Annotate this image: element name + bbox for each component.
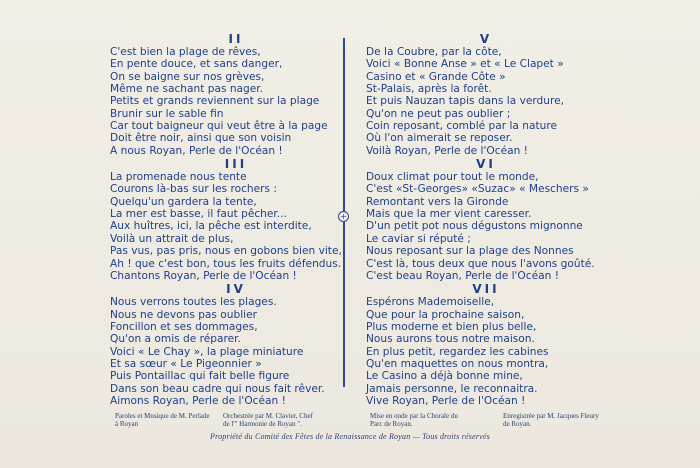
refrain-line: Aimons Royan, Perle de l'Océan ! (110, 394, 286, 407)
verse-line: Pas vus, pas pris, nous en gobons bien vite, (110, 245, 342, 258)
verse-line: Voilà un attrait de plus, (110, 232, 234, 245)
verse-line: Qu'en maquettes on nous montra, (366, 357, 549, 370)
verse-line: On se baigne sur nos grèves, (110, 70, 265, 83)
verse-line: Que pour la prochaine saison, (366, 308, 525, 321)
verse-line: De la Coubre, par la côte, (366, 46, 502, 58)
verse-line: D'un petit pot nous dégustons mignonne (366, 220, 583, 233)
stanza-number: IV (226, 282, 246, 297)
stanza-5 (366, 32, 606, 157)
stanza-number: VII (472, 282, 500, 297)
left-column (110, 32, 350, 407)
verse-line: Nous aurons tous notre maison. (366, 333, 535, 346)
verse-line: C'est là, tous deux que nous l'avons goûté. (366, 257, 595, 270)
verse-line: Mais que la mer vient caresser. (366, 208, 532, 221)
verse-line: Doux climat pour tout le monde, (366, 171, 539, 184)
stanza-3 (110, 157, 350, 282)
stanza-number: V (479, 32, 493, 46)
stanza-number: III (224, 157, 248, 172)
credit-choral (370, 412, 458, 428)
verse-line: Voici « Le Chay », la plage miniature (110, 345, 304, 358)
verse-line: Ah ! que c'est bon, tous les fruits défendus. (110, 257, 342, 270)
verse-line: En pente douce, et sans danger, (110, 58, 283, 71)
refrain-line: A nous Royan, Perle de l'Océan ! (110, 144, 283, 157)
credit-line: Parc de Royan. (370, 420, 413, 428)
verse-line: Nous verrons toutes les plages. (110, 296, 277, 309)
verse-line: Qu'on ne peut pas oublier ; (366, 107, 511, 120)
refrain-line: Vive Royan, Perle de l'Océan ! (366, 394, 526, 407)
stanza-6 (366, 157, 606, 282)
verse-line: Où l'on aimerait se reposer. (366, 132, 513, 145)
stanza-number: II (228, 32, 244, 46)
verse-line: Nous ne devons pas oublier (110, 308, 257, 321)
verse-line: Coin reposant, comblé par la nature (366, 120, 557, 133)
verse-line: St-Palais, après la forêt. (366, 83, 492, 96)
verse-line: La mer est basse, il faut pêcher... (110, 208, 287, 221)
verse-line: Puis Pontaillac qui fait belle figure (110, 370, 290, 383)
verse-line: C'est bien la plage de rêves, (110, 46, 261, 58)
verse-line: Espérons Mademoiselle, (366, 296, 495, 309)
stanza-number: VI (476, 157, 496, 172)
verse-line: Doit être noir, ainsi que son voisin (110, 132, 292, 145)
stanza-7 (366, 282, 606, 407)
credit-line: à Royan (115, 420, 139, 428)
verse-line: Aux huîtres, ici, la pêche est interdite, (110, 220, 312, 233)
divider-ornament-icon: + (338, 211, 349, 222)
credit-lyrics-music (115, 412, 209, 428)
verse-line: Voici « Bonne Anse » et « Le Clapet » (366, 58, 564, 71)
verse-line: La promenade nous tente (110, 171, 247, 184)
verse-line: Le caviar si réputé ; (366, 232, 471, 245)
verse-line: Même ne sachant pas nager. (110, 83, 264, 96)
verse-line: Foncillon et ses dommages, (110, 320, 258, 333)
credit-line: Paroles et Musique de M. Perlade (115, 412, 210, 420)
verse-line: Casino et « Grande Côte » (366, 70, 506, 83)
refrain-line: Voilà Royan, Perle de l'Océan ! (366, 144, 528, 157)
verse-line: Et puis Nauzan tapis dans la verdure, (366, 95, 564, 108)
refrain-line: Chantons Royan, Perle de l'Océan ! (110, 269, 297, 282)
verse-line: Remontant vers la Gironde (366, 195, 509, 208)
credit-orchestration (223, 412, 313, 428)
verse-line: Et sa sœur « Le Pigeonnier » (110, 357, 262, 370)
verse-line: Qu'on a omis de réparer. (110, 333, 241, 346)
verse-line: Nous reposant sur la plage des Nonnes (366, 245, 574, 258)
refrain-line: C'est beau Royan, Perle de l'Océan ! (366, 269, 559, 282)
verse-line: C'est «St-Georges» «Suzac» « Meschers » (366, 183, 589, 196)
verse-line: Courons là-bas sur les rochers : (110, 183, 277, 196)
credit-line: de Royan. (503, 420, 532, 428)
credit-line: Orchestrée par M. Clavier, Chef (223, 412, 313, 420)
verse-line: Quelqu'un gardera la tente, (110, 195, 257, 208)
verse-line: En plus petit, regardez les cabines (366, 345, 549, 358)
verse-line: Car tout baigneur qui veut être à la page (110, 120, 328, 133)
verse-line: Dans son beau cadre qui nous fait rêver. (110, 382, 325, 395)
stanza-4 (110, 282, 350, 407)
stanza-2 (110, 32, 350, 157)
rights-note: Propriété du Comité des Fêtes de la Renaissance de Royan — Tous droits réservés (210, 432, 490, 441)
right-column (366, 32, 606, 407)
credit-line: Mise en onde par la Chorale du (370, 412, 458, 420)
verse-line: Plus moderne et bien plus belle, (366, 320, 537, 333)
verse-line: Brunir sur le sable fin (110, 107, 224, 120)
verse-line: Petits et grands reviennent sur la plage (110, 95, 320, 108)
credit-line: de l'" Harmonie de Royan ". (223, 420, 302, 428)
verse-line: Le Casino a déjà bonne mine, (366, 370, 523, 383)
credit-recording (503, 412, 599, 428)
verse-line: Jamais personne, le reconnaitra. (366, 382, 538, 395)
credit-line: Enregistrée par M. Jacques Fleury (503, 412, 599, 420)
